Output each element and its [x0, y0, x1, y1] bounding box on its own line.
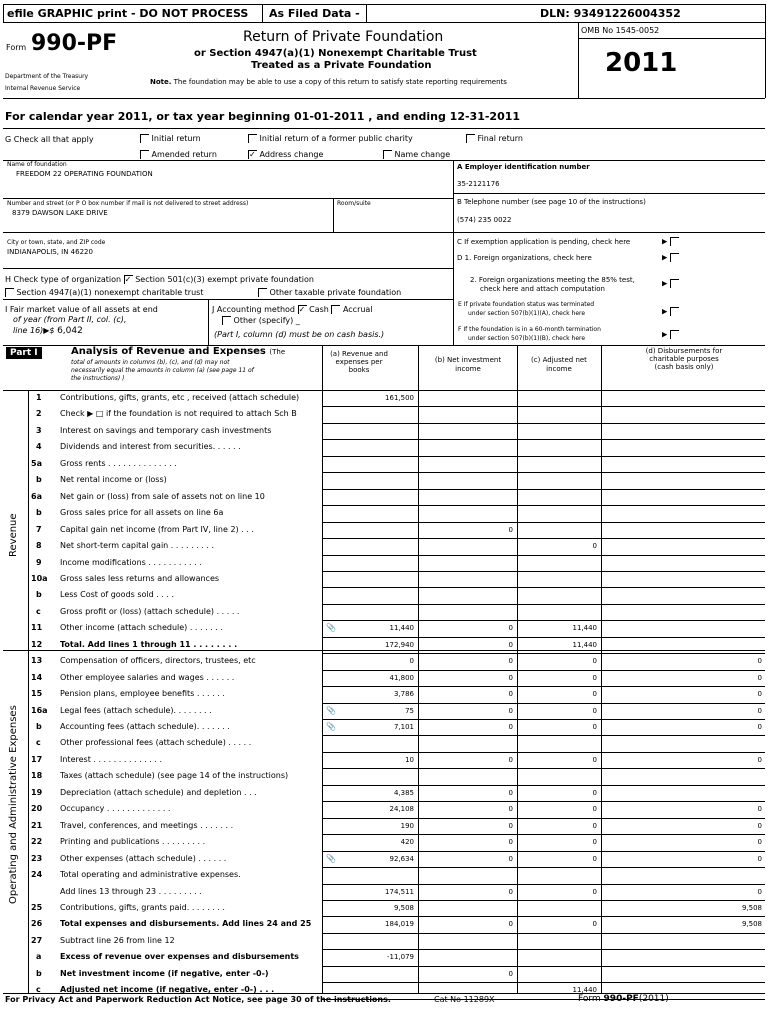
row-label: Adjusted net income (if negative, enter -0-) . . . [60, 985, 275, 994]
row-number: 12 [31, 640, 43, 649]
cell-col-c: 0 [592, 789, 597, 797]
cell-col-d: 0 [757, 690, 762, 698]
row-number: 10a [31, 574, 48, 583]
cell-col-a: 9,508 [393, 904, 414, 912]
f-label-1: F If the foundation is in a 60-month termination [458, 326, 601, 333]
foundation-name-label: Name of foundation [7, 161, 67, 168]
dln-number: DLN: 93491226004352 [540, 7, 681, 20]
row-number: 26 [31, 919, 43, 928]
col-d-header: (d) Disbursements for charitable purposes (cash basis only) [645, 347, 723, 371]
part-i-desc-2: necessarily equal the amounts in column (a) (see page 11 of [71, 367, 254, 374]
cell-col-c: 0 [592, 855, 597, 863]
cell-col-a: 75 [405, 707, 414, 715]
cell-col-a: 184,019 [385, 920, 414, 928]
row-label: Dividends and interest from securities. . . . . . [60, 442, 241, 451]
j-note: (Part I, column (d) must be on cash basis.) [214, 330, 385, 339]
foundation-name: FREEDOM 22 OPERATING FOUNDATION [16, 170, 153, 178]
row-number: c [36, 738, 41, 747]
part-i-title: Analysis of Revenue and Expenses (The [71, 346, 286, 357]
final-return-option[interactable]: Final return [466, 134, 523, 143]
amended-return-option[interactable]: Amended return [140, 150, 217, 159]
h-option-other[interactable]: Other taxable private foundation [258, 288, 401, 297]
row-label: Capital gain net income (from Part IV, line 2) . . . [60, 525, 254, 534]
cell-col-d: 0 [757, 707, 762, 715]
row-number: b [36, 508, 42, 517]
checkbox[interactable] [222, 316, 231, 325]
checkbox-checked[interactable]: ✓ [298, 305, 306, 314]
cell-col-a: 24,108 [389, 805, 414, 813]
form-title: Return of Private Foundation [243, 29, 444, 45]
cell-col-d: 0 [757, 805, 762, 813]
cell-col-c: 0 [592, 542, 597, 550]
checkbox[interactable] [466, 134, 475, 143]
row-label: Income modifications . . . . . . . . . . . [60, 558, 202, 567]
col-c-header: (c) Adjusted net income [531, 356, 587, 373]
row-label: Gross sales price for all assets on line 6a [60, 508, 224, 517]
cell-col-a: 92,634 [389, 855, 414, 863]
cell-col-a: 420 [400, 838, 414, 846]
row-number: 24 [31, 870, 43, 879]
checkbox[interactable] [670, 237, 679, 246]
row-label: Other income (attach schedule) . . . . . . . [60, 623, 223, 632]
f-label-2: under section 507(b)(1)(B), check here [468, 335, 586, 342]
cell-col-b: 0 [508, 526, 513, 534]
row-label: Net gain or (loss) from sale of assets not on line 10 [60, 492, 265, 501]
cell-col-b: 0 [508, 805, 513, 813]
cell-col-d: 9,508 [741, 920, 762, 928]
form-footer: Form 990-PF(2011) [578, 994, 669, 1004]
cell-col-d: 9,508 [741, 904, 762, 912]
cell-col-a: 174,511 [385, 888, 414, 896]
initial-former-option[interactable]: Initial return of a former public charity [248, 134, 413, 143]
cell-col-d: 0 [757, 822, 762, 830]
cell-col-c: 0 [592, 657, 597, 665]
checkbox[interactable] [670, 279, 679, 288]
cell-col-a: 7,101 [393, 723, 414, 731]
form-subtitle-1: or Section 4947(a)(1) Nonexempt Charitable Trust [194, 48, 477, 59]
h-option-4947[interactable]: Section 4947(a)(1) nonexempt charitable trust [5, 288, 203, 297]
checkbox[interactable] [140, 134, 149, 143]
ein-value: 35-2121176 [457, 180, 500, 188]
cell-col-a: 11,440 [389, 624, 414, 632]
cell-col-c: 0 [592, 805, 597, 813]
attach-schedule-icon[interactable]: 📎 [326, 706, 336, 715]
row-number: 3 [36, 426, 42, 435]
cell-col-b: 0 [508, 888, 513, 896]
form-label: Form [6, 43, 27, 52]
row-label: Excess of revenue over expenses and disbursements [60, 952, 299, 961]
row-label: Add lines 13 through 23 . . . . . . . . . [60, 887, 202, 896]
row-number: b [36, 969, 42, 978]
attach-schedule-icon[interactable]: 📎 [326, 623, 336, 632]
checkbox[interactable] [140, 150, 149, 159]
cell-col-b: 0 [508, 707, 513, 715]
row-number: 23 [31, 854, 43, 863]
cell-col-b: 0 [508, 756, 513, 764]
row-label: Contributions, gifts, grants paid. . . . . . . . [60, 903, 225, 912]
row-number: b [36, 475, 42, 484]
cell-col-b: 0 [508, 690, 513, 698]
cell-col-a: 190 [400, 822, 414, 830]
cell-col-c: 0 [592, 888, 597, 896]
cell-col-b: 0 [508, 723, 513, 731]
cell-col-a: 10 [405, 756, 414, 764]
tax-year: 2011 [605, 48, 678, 78]
row-label: Accounting fees (attach schedule). . . . . . . [60, 722, 230, 731]
cell-col-b: 0 [508, 674, 513, 682]
checkbox[interactable] [383, 150, 392, 159]
row-number: 16a [31, 706, 48, 715]
cat-number: Cat No 11289X [434, 995, 495, 1004]
cell-col-b: 0 [508, 822, 513, 830]
row-number: 14 [31, 673, 43, 682]
cell-col-c: 0 [592, 920, 597, 928]
form-subtitle-2: Treated as a Private Foundation [251, 60, 432, 71]
cell-col-b: 0 [508, 855, 513, 863]
row-label: Total. Add lines 1 through 11 . . . . . . . . [60, 640, 238, 649]
cell-col-d: 0 [757, 838, 762, 846]
initial-return-option[interactable]: Initial return [140, 134, 201, 143]
checkbox-checked[interactable]: ✓ [249, 150, 256, 159]
row-label: Gross sales less returns and allowances [60, 574, 220, 583]
checkbox[interactable] [5, 288, 14, 297]
row-label: Net short-term capital gain . . . . . . . . . [60, 541, 215, 550]
col-b-header: (b) Net investment income [434, 356, 502, 373]
cell-col-d: 0 [757, 855, 762, 863]
e-label-1: E If private foundation status was terminated [458, 301, 595, 308]
cell-col-c: 0 [592, 838, 597, 846]
row-number: 17 [31, 755, 43, 764]
d2-label-1: 2. Foreign organizations meeting the 85% test, [470, 276, 635, 284]
fmv-value: 6,042 [57, 326, 83, 336]
cell-col-a: 4,385 [393, 789, 414, 797]
row-number: 4 [36, 442, 42, 451]
cell-col-b: 0 [508, 789, 513, 797]
irs-label: Internal Revenue Service [5, 85, 81, 92]
row-number: 5a [31, 459, 42, 468]
attach-schedule-icon[interactable]: 📎 [326, 722, 336, 731]
cell-col-d: 0 [757, 657, 762, 665]
row-label: Interest on savings and temporary cash investments [60, 426, 272, 435]
row-number: 8 [36, 541, 42, 550]
i-label-3: line 16)▶$ 6,042 [13, 326, 83, 336]
room-suite-label: Room/suite [337, 200, 371, 207]
checkbox[interactable] [258, 288, 267, 297]
street-address: 8379 DAWSON LAKE DRIVE [12, 209, 108, 217]
row-number: 25 [31, 903, 43, 912]
city-label: City or town, state, and ZIP code [7, 239, 106, 246]
cell-col-b: 0 [508, 970, 513, 978]
checkbox[interactable] [670, 253, 679, 262]
expenses-side-label: Operating and Administrative Expenses [8, 705, 19, 904]
phone-value: (574) 235 0022 [457, 216, 512, 224]
row-number: b [36, 722, 42, 731]
address-change-option[interactable]: ✓ Address change [249, 150, 324, 159]
form-note: Note. The foundation may be able to use a copy of this return to satisfy state reporting requirements [150, 78, 507, 86]
checkbox-checked[interactable]: ✓ [124, 275, 132, 284]
row-number: 1 [36, 393, 42, 402]
attach-schedule-icon[interactable]: 📎 [326, 854, 336, 863]
e-checkbox[interactable]: ▶ [662, 307, 679, 316]
privacy-notice: For Privacy Act and Paperwork Reduction Act Notice, see page 30 of the instructions. [5, 995, 391, 1004]
row-label: Contributions, gifts, grants, etc , received (attach schedule) [60, 393, 300, 402]
cell-col-b: 0 [508, 624, 513, 632]
row-label: Compensation of officers, directors, trustees, etc [60, 656, 256, 665]
j-other[interactable]: Other (specify) _ [222, 316, 300, 325]
row-number: 2 [36, 409, 42, 418]
checkbox[interactable] [670, 330, 679, 339]
phone-label: B Telephone number (see page 10 of the instructions) [457, 198, 646, 206]
row-number: 6a [31, 492, 42, 501]
i-label-1: I Fair market value of all assets at end [5, 305, 158, 314]
row-label: Other professional fees (attach schedule) . . . . . [60, 738, 252, 747]
row-number: c [36, 607, 41, 616]
row-number: c [36, 985, 41, 994]
row-label: Printing and publications . . . . . . . . . [60, 837, 206, 846]
c-exemption-label: C If exemption application is pending, check here [457, 238, 631, 246]
row-number: a [36, 952, 42, 961]
cell-col-d: 0 [757, 723, 762, 731]
cell-col-d: 0 [757, 888, 762, 896]
row-number: 18 [31, 771, 43, 780]
cell-col-c: 11,440 [572, 641, 597, 649]
cell-col-c: 11,440 [572, 986, 597, 994]
row-label: Occupancy . . . . . . . . . . . . . [60, 804, 171, 813]
i-label-2: of year (from Part II, col. (c), [13, 315, 127, 324]
row-label: Other expenses (attach schedule) . . . . . . [60, 854, 227, 863]
row-label: Depreciation (attach schedule) and depletion . . . [60, 788, 257, 797]
checkbox[interactable] [670, 307, 679, 316]
row-number: b [36, 590, 42, 599]
efile-banner: efile GRAPHIC print - DO NOT PROCESS [7, 7, 249, 20]
cell-col-a: 0 [409, 657, 414, 665]
row-number: 22 [31, 837, 43, 846]
d2-checkbox[interactable]: ▶ [662, 279, 679, 288]
row-label: Gross rents . . . . . . . . . . . . . . [60, 459, 177, 468]
d1-checkbox[interactable]: ▶ [662, 253, 679, 262]
cell-col-c: 0 [592, 690, 597, 698]
row-label: Legal fees (attach schedule). . . . . . . . [60, 706, 212, 715]
part-i-desc-3: the instructions) ) [71, 375, 125, 382]
g-label: G Check all that apply [5, 135, 94, 144]
cell-col-c: 0 [592, 707, 597, 715]
name-change-option[interactable]: Name change [383, 150, 450, 159]
d2-label-2: check here and attach computation [480, 285, 605, 293]
row-label: Gross profit or (loss) (attach schedule) . . . . . [60, 607, 240, 616]
row-number: 21 [31, 821, 43, 830]
cell-col-a: 161,500 [385, 394, 414, 402]
cell-col-a: 172,940 [385, 641, 414, 649]
cell-col-c: 0 [592, 822, 597, 830]
row-label: Check ▶ □ if the foundation is not required to attach Sch B [60, 409, 297, 418]
cell-col-b: 0 [508, 657, 513, 665]
part-i-desc-1: total of amounts in columns (b), (c), and (d) may not [71, 359, 230, 366]
row-label: Less Cost of goods sold . . . . [60, 590, 175, 599]
row-label: Subtract line 26 from line 12 [60, 936, 175, 945]
d1-foreign-label: D 1. Foreign organizations, check here [457, 254, 592, 262]
cell-col-a: 3,786 [393, 690, 414, 698]
part-i-badge: Part I [6, 347, 42, 359]
cell-col-d: 0 [757, 756, 762, 764]
checkbox[interactable] [248, 134, 257, 143]
form-number: 990-PF [31, 31, 118, 56]
row-number: 11 [31, 623, 43, 632]
cell-col-a: 41,800 [389, 674, 414, 682]
cell-col-c: 0 [592, 674, 597, 682]
row-number: 13 [31, 656, 43, 665]
row-label: Net rental income or (loss) [60, 475, 167, 484]
c-checkbox[interactable]: ▶ [662, 237, 679, 246]
street-label: Number and street (or P O box number if mail is not delivered to street address) [7, 200, 249, 207]
dept-treasury: Department of the Treasury [5, 73, 89, 80]
row-label: Total operating and administrative expenses. [60, 870, 241, 879]
omb-number: OMB No 1545-0052 [581, 26, 660, 35]
cell-col-c: 11,440 [572, 624, 597, 632]
row-label: Other employee salaries and wages . . . . . . [60, 673, 235, 682]
row-number: 27 [31, 936, 43, 945]
cell-col-b: 0 [508, 920, 513, 928]
row-label: Total expenses and disbursements. Add lines 24 and 25 [60, 919, 312, 928]
h-label: H Check type of organization ✓ Section 501(c)(3) exempt private foundation [5, 275, 314, 284]
row-label: Interest . . . . . . . . . . . . . . [60, 755, 163, 764]
row-number: 20 [31, 804, 43, 813]
j-label: J Accounting method ✓ Cash Accrual [212, 305, 373, 314]
cell-col-c: 0 [592, 756, 597, 764]
cell-col-a: -11,079 [386, 953, 414, 961]
calendar-year-line: For calendar year 2011, or tax year beginning 01-01-2011 , and ending 12-31-2011 [5, 110, 521, 123]
row-number: 15 [31, 689, 43, 698]
row-label: Travel, conferences, and meetings . . . . . . . [60, 821, 234, 830]
e-label-2: under section 507(b)(1)(A), check here [468, 310, 586, 317]
col-a-header: (a) Revenue and expenses per books [330, 350, 388, 374]
row-number: 9 [36, 558, 42, 567]
row-label: Net investment income (if negative, enter -0-) [60, 969, 269, 978]
cell-col-c: 0 [592, 723, 597, 731]
row-label: Taxes (attach schedule) (see page 14 of the instructions) [60, 771, 289, 780]
f-checkbox[interactable]: ▶ [662, 330, 679, 339]
checkbox[interactable] [331, 305, 340, 314]
row-number: 7 [36, 525, 42, 534]
ein-label: A Employer identification number [457, 163, 590, 171]
row-label: Pension plans, employee benefits . . . . . . [60, 689, 225, 698]
cell-col-d: 0 [757, 674, 762, 682]
revenue-side-label: Revenue [8, 513, 19, 557]
as-filed-label: As Filed Data - [269, 7, 360, 20]
row-number: 19 [31, 788, 43, 797]
cell-col-b: 0 [508, 838, 513, 846]
cell-col-b: 0 [508, 641, 513, 649]
city-state-zip: INDIANAPOLIS, IN 46220 [7, 248, 93, 256]
